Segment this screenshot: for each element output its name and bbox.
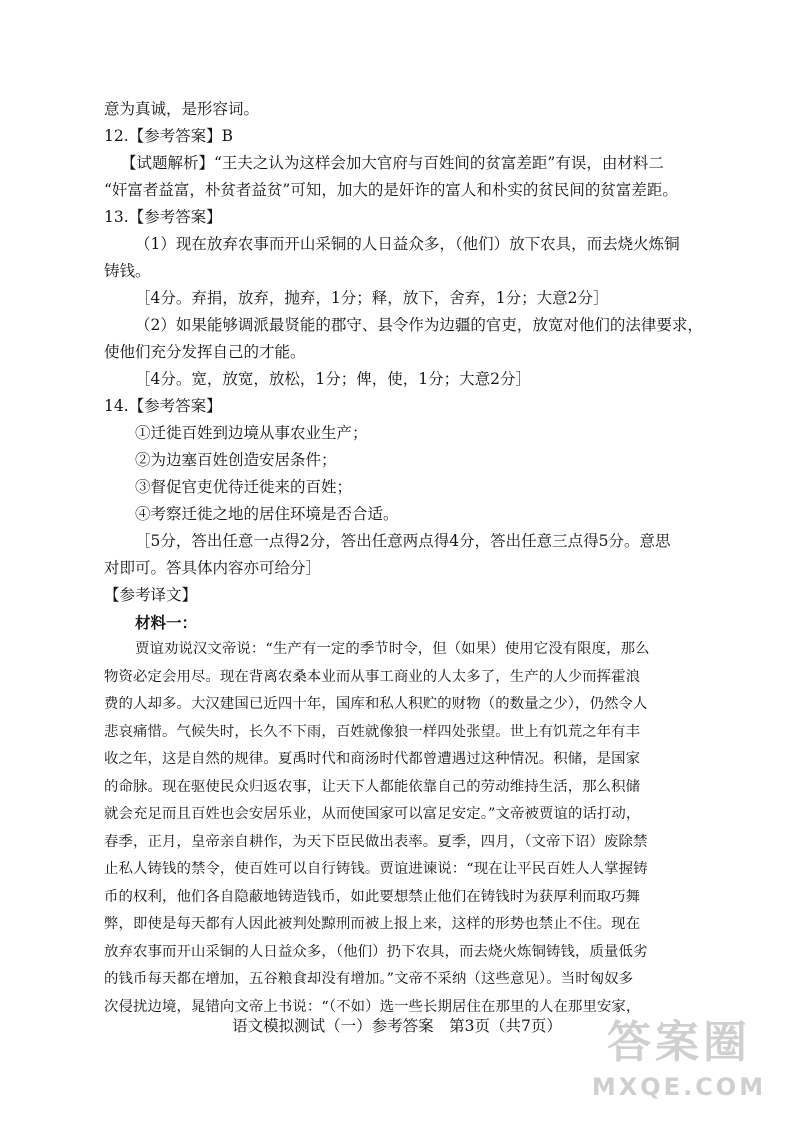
page-footer: 语文模拟测试（一）参考答案 第3页（共7页） xyxy=(232,1017,562,1035)
question-12-heading: 12.【参考答案】B xyxy=(104,127,234,145)
translation-line: 就会充足而且百姓也会安居乐业，从而使国家可以富足安定。”文帝被贾谊的话打动， xyxy=(104,806,641,822)
scoring-note: ［4分。弃捐，放弃，抛弃，1分；释，放下，舍弃，1分；大意2分］ xyxy=(135,289,609,307)
text-line: 对即可。答具体内容亦可给分］ xyxy=(104,559,322,577)
watermark-site-text: MXQE.COM xyxy=(591,1073,767,1101)
translation-line: 春季，正月，皇帝亲自耕作，为天下臣民做出表率。夏季，四月，（文帝下诏）废除禁 xyxy=(104,833,648,850)
scoring-note: ［4分。宽，放宽，放松，1分；俾，使，1分；大意2分］ xyxy=(135,370,531,388)
translation-line: 的钱币每天都在增加，五谷粮食却没有增加。”文帝不采纳（这些意见）。当时匈奴多 xyxy=(104,971,634,987)
translation-line: 费的人却多。大汉建国已近四十年，国库和私人积贮的财物（的数量之少），仍然令人 xyxy=(104,696,648,712)
text-line: （1）现在放弃农事而开山采铜的人日益众多，（他们）放下农具，而去烧火炼铜 xyxy=(135,235,680,253)
text-line: 【试题解析】“王夫之认为这样会加大官府与百姓间的贫富差距”有误，由材料二 xyxy=(121,154,664,172)
list-item: ③督促官吏优待迁徙来的百姓； xyxy=(135,478,353,496)
question-14-heading: 14.【参考答案】 xyxy=(104,397,222,415)
material-one-heading: 材料一： xyxy=(135,613,198,632)
text-line: 使他们充分发挥自己的才能。 xyxy=(104,343,306,361)
list-item: ①迁徙百姓到边境从事农业生产； xyxy=(135,424,368,442)
text-line: “奸富者益富，朴贫者益贫”可知，加大的是奸诈的富人和朴实的贫民间的贫富差距。 xyxy=(104,181,678,199)
text-line: 铸钱。 xyxy=(104,262,151,280)
text-line: 意为真诚，是形容词。 xyxy=(104,100,260,118)
translation-line: 物资必定会用尽。现在背离农桑本业而从事工商业的人太多了，生产的人少而挥霍浪 xyxy=(104,668,641,685)
question-13-heading: 13.【参考答案】 xyxy=(104,208,222,226)
answer-section xyxy=(104,96,703,636)
translation-line: 收之年，这是自然的规律。夏禹时代和商汤时代都曾遭遇过这种情况。积储，是国家 xyxy=(104,751,641,767)
translation-line: 弊，即使是每天都有人因此被判处黥刑而被上报上来，这样的形势也禁止不住。现在 xyxy=(104,916,641,932)
translation-line: 的命脉。现在驱使民众归返农事，让天下人都能依靠自己的劳动维持生活，那么积储 xyxy=(104,778,641,795)
text-line: （2）如果能够调派最贤能的郡守、县令作为边疆的官吏，放宽对他们的法律要求， xyxy=(135,316,703,334)
scoring-note: ［5分，答出任意一点得2分，答出任意两点得4分，答出任意三点得5分。意思 xyxy=(135,532,671,550)
translation-heading: 【参考译文】 xyxy=(104,586,198,604)
translation-line: 贾谊劝说汉文帝说：“生产有一定的季节时令，但（如果）使用它没有限度，那么 xyxy=(135,641,650,657)
translation-line: 悲哀痛惜。气候失时，长久不下雨，百姓就像狼一样四处张望。世上有饥荒之年有丰 xyxy=(104,723,641,740)
translation-line: 币的权利，他们各自隐蔽地铸造钱币，如此要想禁止他们在铸钱时为获厚利而取巧舞 xyxy=(104,888,641,905)
list-item: ②为边塞百姓创造安居条件； xyxy=(135,451,337,469)
translation-line: 次侵扰边境，晁错向文帝上书说：“（不如）选一些长期居住在那里的人在那里安家， xyxy=(104,998,641,1015)
translation-line: 放弃农事而开山采铜的人日益众多，（他们）扔下农具，而去烧火炼铜铸钱，质量低劣 xyxy=(104,943,648,960)
translation-line: 止私人铸钱的禁令，使百姓可以自行铸钱。贾谊进谏说：“现在让平民百姓人人掌握铸 xyxy=(104,861,648,877)
watermark-logo-text: 答案圈 xyxy=(607,1017,751,1068)
list-item: ④考察迁徙之地的居住环境是否合适。 xyxy=(135,505,399,523)
translation-section xyxy=(104,636,700,1021)
answer-page xyxy=(104,96,703,1021)
watermark-logo xyxy=(584,1015,774,1115)
